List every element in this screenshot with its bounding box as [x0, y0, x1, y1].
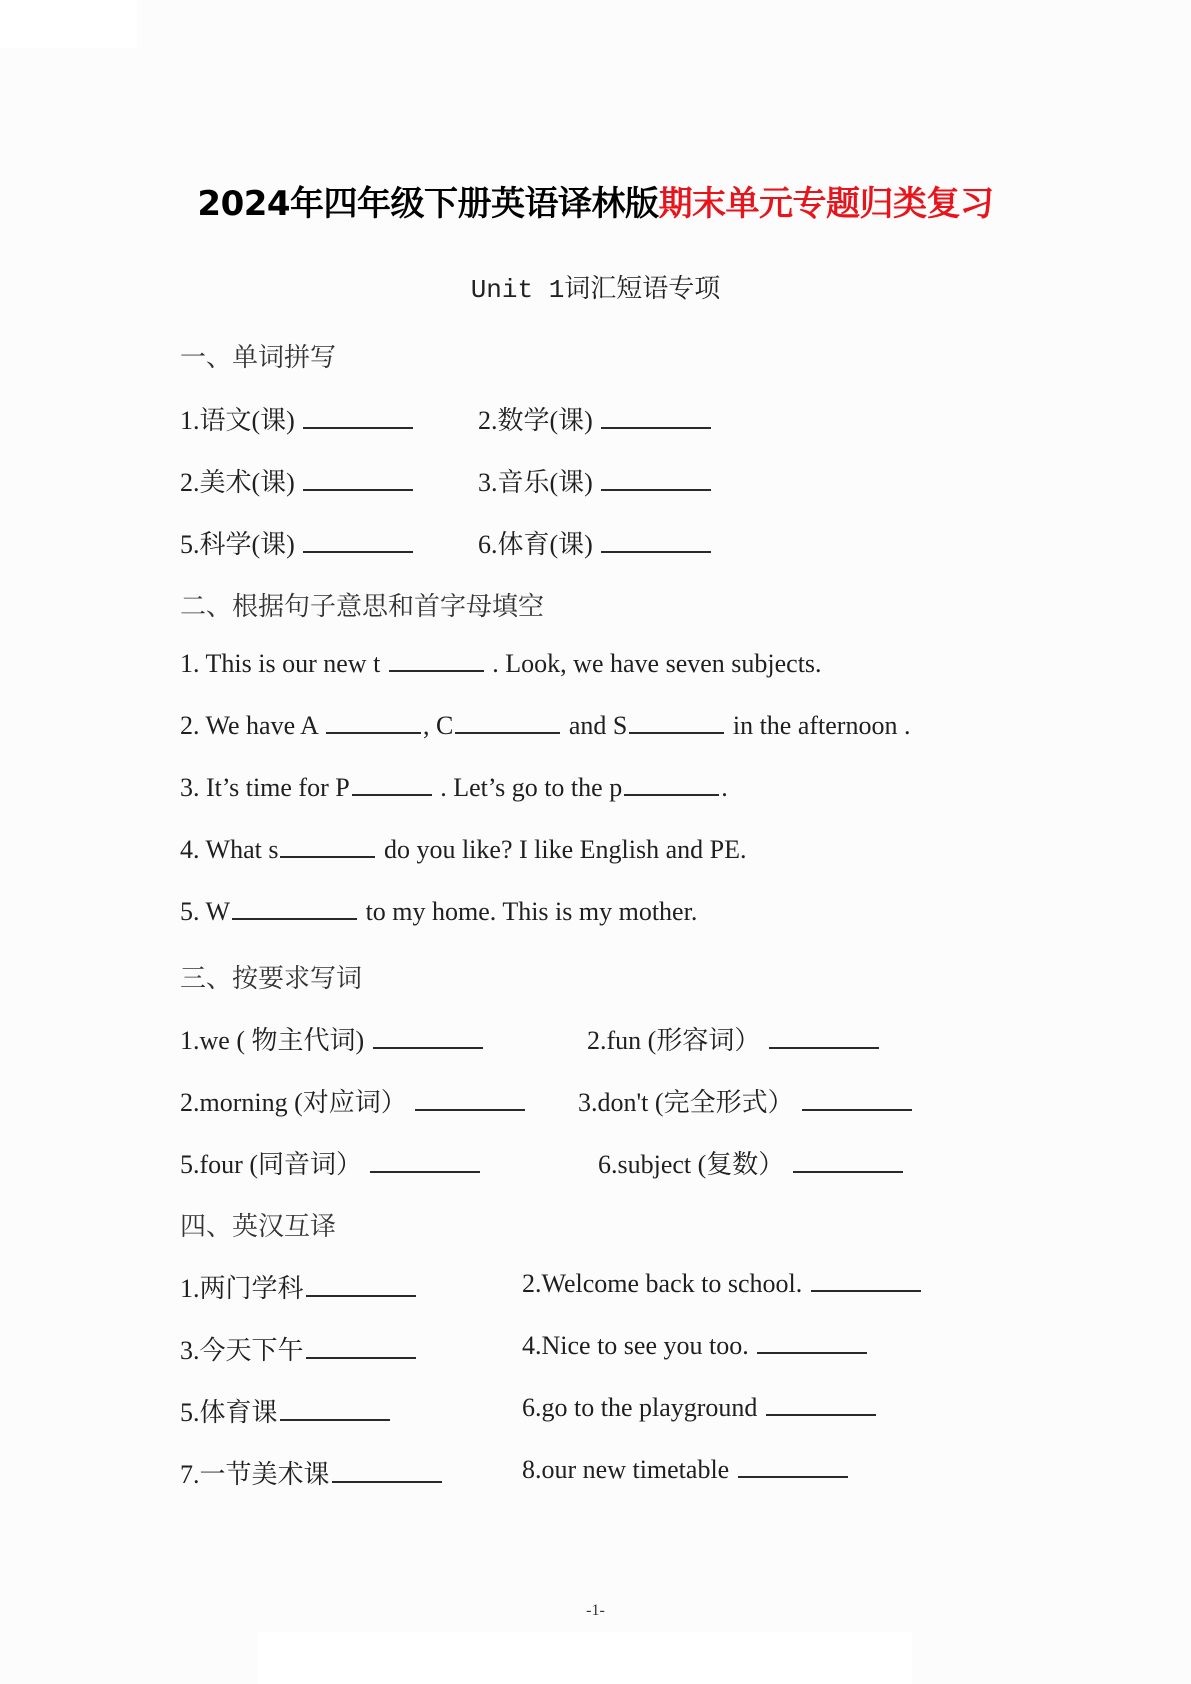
answer-blank[interactable] [389, 648, 484, 672]
item-label: 3.音乐(课) [478, 468, 593, 497]
item-label: 6.体育(课) [478, 530, 593, 559]
sentence-part: 2. We have A [180, 711, 318, 740]
sentence-part: 4. What s [180, 835, 279, 864]
page-subtitle: Unit 1词汇短语专项 [470, 275, 721, 305]
title-black-part: 2024年四年级下册英语译林版 [197, 184, 659, 224]
item-label: 5.four (同音词） [180, 1150, 362, 1179]
sentence-part: . Look, we have seven subjects. [492, 649, 822, 678]
section4-item [522, 1392, 878, 1423]
answer-blank[interactable] [769, 1025, 879, 1049]
answer-blank[interactable] [306, 1335, 416, 1359]
answer-blank[interactable] [303, 467, 413, 491]
sentence-part: 5. W [180, 897, 231, 926]
answer-blank[interactable] [455, 710, 560, 734]
answer-blank[interactable] [738, 1454, 848, 1478]
section1-item [180, 400, 415, 437]
item-label: 2.美术(课) [180, 468, 295, 497]
sentence-part: and S [568, 711, 628, 740]
answer-blank[interactable] [766, 1392, 876, 1416]
answer-blank[interactable] [352, 772, 432, 796]
answer-blank[interactable] [303, 529, 413, 553]
section4-item [180, 1392, 392, 1429]
section3-item [180, 1082, 527, 1119]
section3-item [598, 1144, 905, 1181]
sentence-part: do you like? I like English and PE. [383, 835, 747, 864]
scan-artifact [0, 0, 137, 48]
sentence-part: 1. This is our new t [180, 649, 381, 678]
item-label: 3.今天下午 [180, 1336, 304, 1365]
item-label: 2.Welcome back to school. [522, 1269, 803, 1298]
answer-blank[interactable] [280, 834, 375, 858]
answer-blank[interactable] [624, 772, 719, 796]
section3-item [578, 1082, 914, 1119]
section1-heading: 一、单词拼写 [180, 343, 337, 372]
answer-blank[interactable] [280, 1397, 390, 1421]
answer-blank[interactable] [601, 405, 711, 429]
sentence-part: . [721, 773, 728, 802]
answer-blank[interactable] [601, 467, 711, 491]
item-label: 1.we ( 物主代词) [180, 1026, 365, 1055]
section2-heading: 二、根据句子意思和首字母填空 [180, 592, 545, 621]
item-label: 6.go to the playground [522, 1393, 758, 1422]
answer-blank[interactable] [306, 1273, 416, 1297]
sentence-part: 3. It’s time for P [180, 773, 350, 802]
page-number: -1- [586, 1602, 605, 1619]
sentence-part: in the afternoon . [732, 711, 911, 740]
item-label: 8.our new timetable [522, 1455, 730, 1484]
item-label: 2.数学(课) [478, 406, 593, 435]
title-red-part: 期末单元专题归类复习 [658, 184, 994, 224]
answer-blank[interactable] [601, 529, 711, 553]
answer-blank[interactable] [793, 1149, 903, 1173]
item-label: 7.一节美术课 [180, 1460, 330, 1489]
section3-heading: 三、按要求写词 [180, 964, 363, 993]
answer-blank[interactable] [332, 1459, 442, 1483]
item-label: 2.morning (对应词） [180, 1088, 407, 1117]
section1-item [478, 462, 713, 499]
section2-item [180, 834, 746, 865]
answer-blank[interactable] [326, 710, 421, 734]
section4-item [522, 1268, 923, 1299]
section4-item [180, 1330, 418, 1367]
item-label: 5.科学(课) [180, 530, 295, 559]
section2-item [180, 772, 728, 803]
answer-blank[interactable] [232, 896, 357, 920]
section4-item [180, 1268, 418, 1305]
answer-blank[interactable] [757, 1330, 867, 1354]
section3-item [180, 1020, 485, 1057]
item-label: 5.体育课 [180, 1398, 278, 1427]
item-label: 4.Nice to see you too. [522, 1331, 749, 1360]
sentence-part: . Let’s go to the p [440, 773, 623, 802]
answer-blank[interactable] [802, 1087, 912, 1111]
item-label: 1.两门学科 [180, 1274, 304, 1303]
answer-blank[interactable] [303, 405, 413, 429]
answer-blank[interactable] [629, 710, 724, 734]
section4-item [180, 1454, 444, 1491]
section4-item [522, 1330, 869, 1361]
section4-heading: 四、英汉互译 [180, 1212, 337, 1241]
answer-blank[interactable] [373, 1025, 483, 1049]
section3-item [587, 1020, 881, 1057]
sentence-part: to my home. This is my mother. [365, 897, 698, 926]
answer-blank[interactable] [370, 1149, 480, 1173]
answer-blank[interactable] [811, 1268, 921, 1292]
item-label: 1.语文(课) [180, 406, 295, 435]
sentence-part: , C [423, 711, 454, 740]
section1-item [478, 400, 713, 437]
item-label: 6.subject (复数） [598, 1150, 785, 1179]
page-title [0, 176, 1191, 225]
section3-item [180, 1144, 482, 1181]
scan-artifact [258, 1632, 912, 1684]
item-label: 3.don't (完全形式） [578, 1088, 794, 1117]
section1-item [478, 524, 713, 561]
section1-item [180, 462, 415, 499]
section2-item [180, 648, 822, 679]
section2-item [180, 710, 910, 741]
section2-item [180, 896, 697, 927]
item-label: 2.fun (形容词） [587, 1026, 761, 1055]
section1-item [180, 524, 415, 561]
answer-blank[interactable] [415, 1087, 525, 1111]
section4-item [522, 1454, 850, 1485]
